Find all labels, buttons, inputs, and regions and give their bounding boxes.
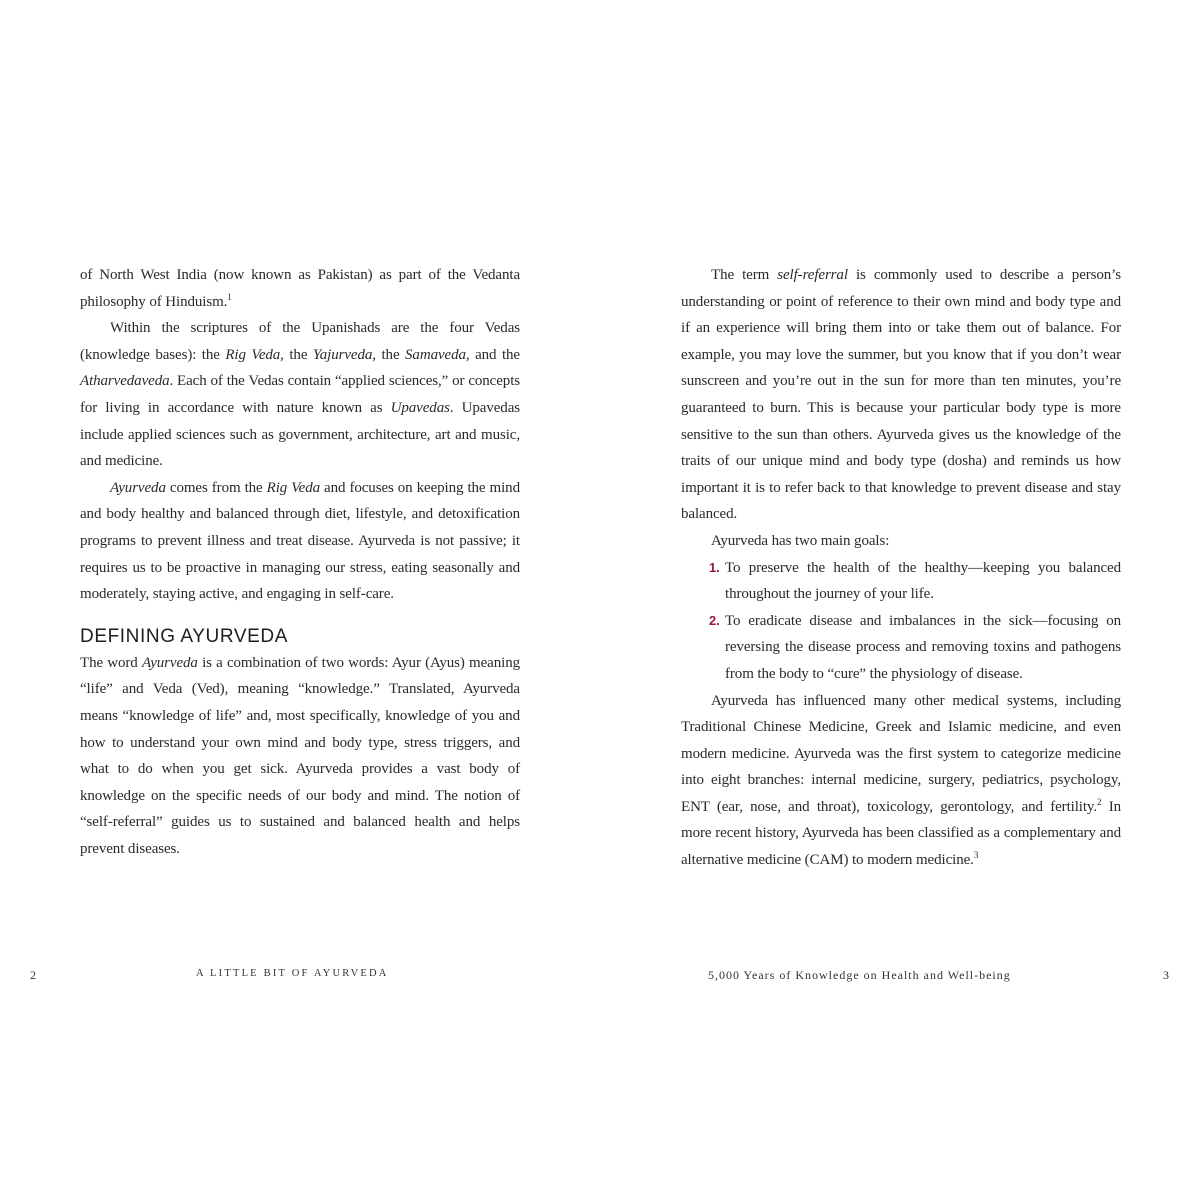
goals-intro: Ayurveda has two main goals: bbox=[711, 532, 890, 549]
paragraph: Ayurveda has influenced many other medical systems, including Traditional Chinese Medicine, Greek and Islamic medicine, and even modern medicine. Ayurveda was the first system to categorize medicine into eight branches: internal medicine, surgery, pediatrics, psychology, ENT (ear, nose, and throat), toxicology, gerontology, and fertility.$^2$ In more recent history, Ayurveda has been classified as a complementary and alternative medicine (CAM) to modern medicine.$^3$ bbox=[681, 692, 1122, 869]
list-item: 1. To preserve the health of the healthy—keeping you balanced throughout the journey of your life. bbox=[709, 555, 1121, 608]
left-page-body bbox=[80, 262, 520, 862]
footnote-marker: 1 bbox=[227, 291, 232, 302]
paragraph: Within the scriptures of the Upanishads are the four Vedas (knowledge bases): the Rig Veda, the Yajurveda, the Samaveda, and the Atharvedaveda. Each of the Vedas contain “applied sciences,” or concepts for living in accordance with nature known as Upavedas. Upavedas include applied sciences such as government, architecture, art and music, and medicine. bbox=[80, 320, 520, 470]
page-number-right: 3 bbox=[1163, 968, 1169, 982]
paragraph: The term self-referral is commonly used to describe a person’s understanding or point of reference to their own mind and body type and if an experience will bring them into or take them out of balance. For example, you may love the summer, but you know that if you don’t wear sunscreen and you’re out in the sun for more than ten minutes, you’re guaranteed to burn. This is because your particular body type is more sensitive to the sun than others. Ayurveda gives us the knowledge of the traits of our unique mind and body type (dosha) and reminds us how important it is to refer back to that knowledge to prevent disease and stay balanced. bbox=[681, 267, 1121, 523]
running-head-right: 5,000 Years of Knowledge on Health and Well-being bbox=[708, 968, 1011, 982]
paragraph: of North West India (now known as Pakistan) as part of the Vedanta philosophy of Hinduism.$^1$ bbox=[80, 267, 520, 310]
paragraph: Ayurveda comes from the Rig Veda and focuses on keeping the mind and body healthy and balanced through diet, lifestyle, and detoxification programs to prevent illness and treat disease. Ayurveda is not passive; it requires us to be proactive in managing our stress, eating seasonally and moderately, staying active, and engaging in self-care. bbox=[80, 479, 520, 603]
right-page-body bbox=[681, 262, 1121, 874]
list-number: 2. bbox=[709, 612, 720, 628]
footnote-marker: 3 bbox=[973, 850, 979, 861]
page-number-left: 2 bbox=[30, 968, 36, 982]
running-head-left: A LITTLE BIT OF AYURVEDA bbox=[196, 968, 389, 979]
paragraph: The word Ayurveda is a combination of two words: Ayur (Ayus) meaning “life” and Veda (Ved), meaning “knowledge.” Translated, Ayurveda means “knowledge of life” and, most specifically, knowledge of you and how to understand your own mind and body type, stress triggers, and what to do when you get sick. Ayurveda provides a vast body of knowledge on the specific needs of our body and mind. The notion of “self-referral” guides us to sustained and balanced health and helps prevent diseases. bbox=[80, 654, 520, 857]
footnote-marker: 2 bbox=[1097, 796, 1102, 807]
list-item: 2. To eradicate disease and imbalances in the sick—focusing on reversing the disease process and removing toxins and pathogens from the body to “cure” the physiology of disease. bbox=[709, 608, 1121, 688]
section-heading: DEFINING AYURVEDA bbox=[80, 625, 288, 647]
list-number: 1. bbox=[709, 559, 720, 575]
goals-list bbox=[681, 555, 1121, 688]
